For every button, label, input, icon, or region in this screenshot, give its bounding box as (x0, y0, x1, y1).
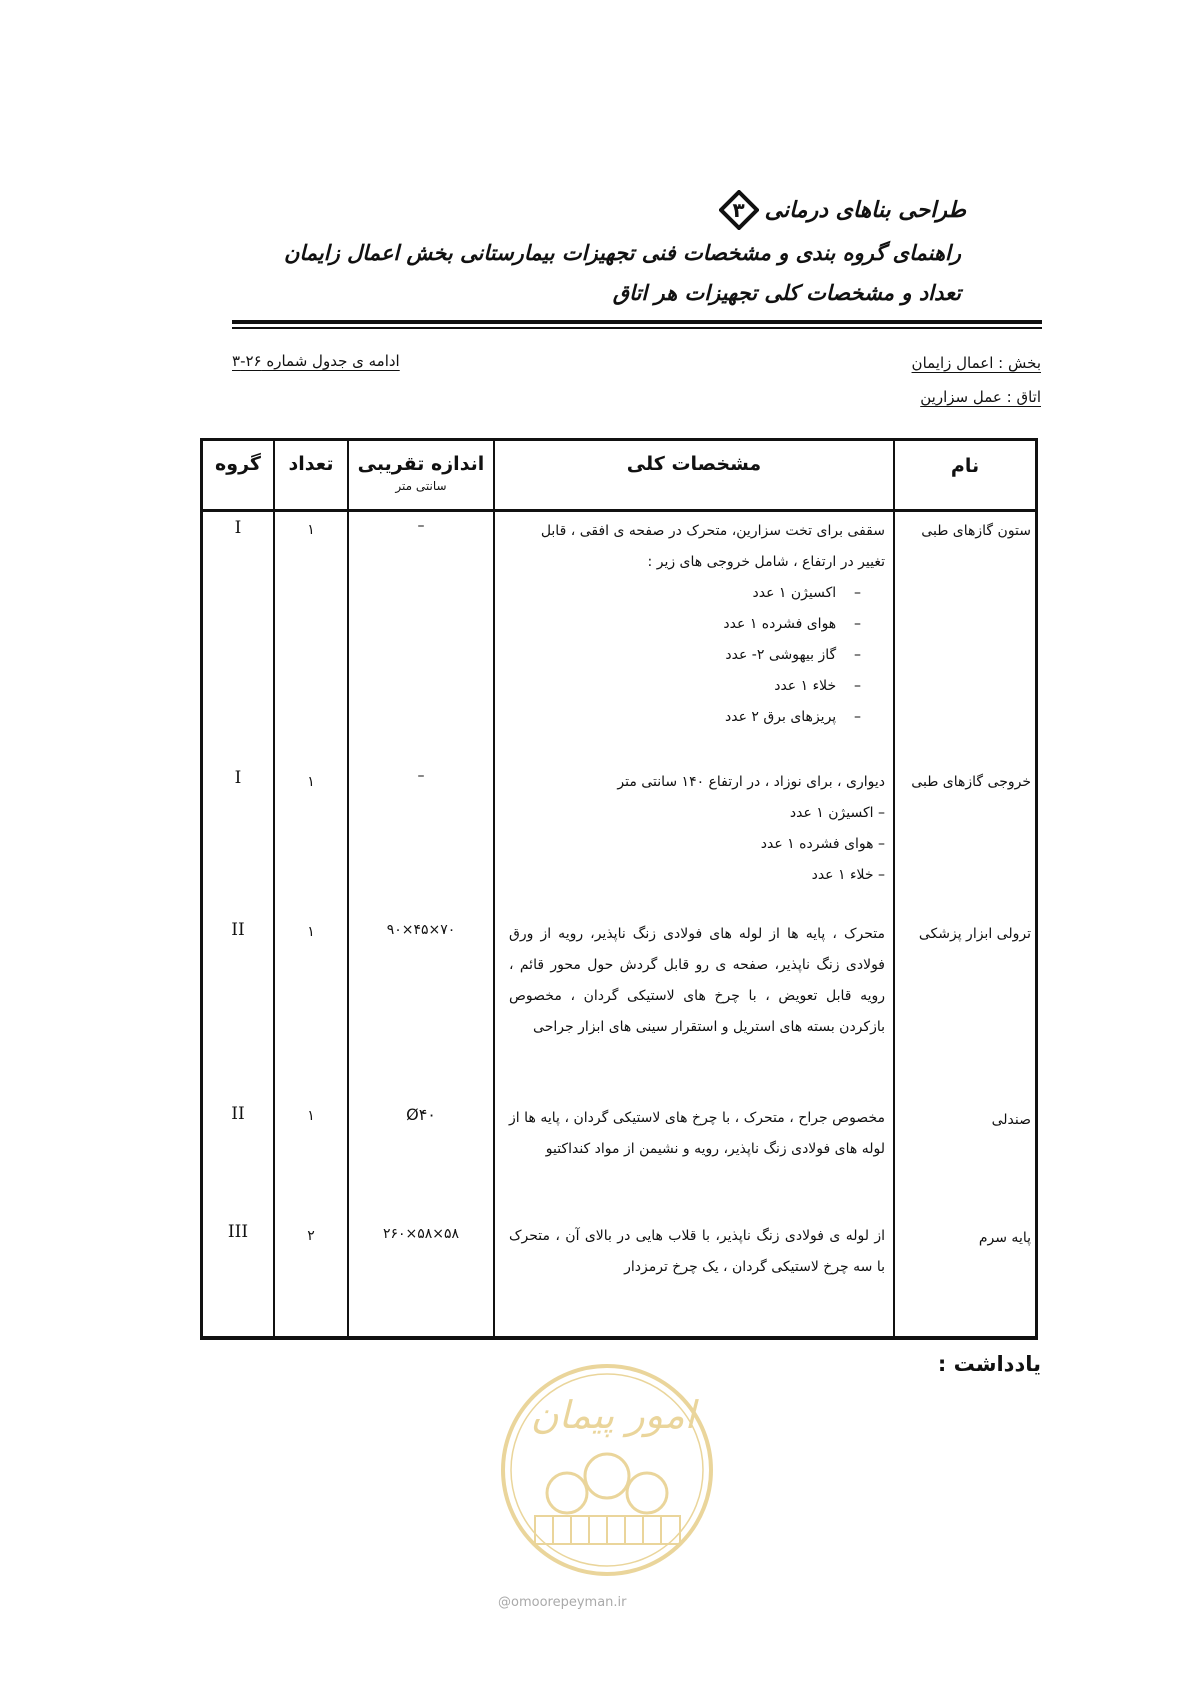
row2-size: – (417, 768, 425, 784)
row1-bullet: – پریزهای برق ۲ عدد (725, 709, 861, 725)
header-size (349, 441, 493, 521)
column-divider (273, 441, 275, 1336)
row1-group: I (234, 518, 242, 538)
row2-name: خروجی گازهای طبی (911, 774, 1031, 790)
row2-bullet: – هوای فشرده ۱ عدد (760, 836, 885, 852)
row3-name: ترولی ابزار پزشکی (918, 926, 1031, 942)
row2-bullet: – خلاء ۱ عدد (811, 867, 885, 883)
section-title: تعداد و مشخصات کلی تجهیزات هر اتاق (612, 281, 961, 305)
row1-specs (503, 516, 885, 733)
document-subtitle: راهنمای گروه بندی و مشخصات فنی تجهیزات بیمارستانی بخش اعمال زایمان (283, 241, 961, 265)
row3-group: II (231, 920, 245, 940)
header-rule-thin (232, 327, 1042, 329)
header-rule-thick (232, 320, 1042, 324)
row4-count: ۱ (307, 1108, 315, 1124)
row1-name: ستون گازهای طبی (921, 523, 1031, 539)
row3-count: ۱ (307, 924, 315, 940)
row4-size: Ø۴۰ (406, 1105, 436, 1124)
row1-bullet: – اکسیژن ۱ عدد (752, 585, 861, 601)
header-size-label: اندازه تقریبی (357, 453, 485, 475)
row1-bullet: – گاز بیهوشی ۲- عدد (725, 647, 861, 663)
header-size-unit: سانتی متر (395, 479, 447, 493)
watermark-seal-icon (495, 1358, 720, 1583)
row1-spec-line: سقفی برای تخت سزارین، متحرک در صفحه ی افقی ، قابل (540, 523, 885, 539)
row2-bullet: – اکسیژن ۱ عدد (789, 805, 885, 821)
row2-spec-line: دیواری ، برای نوزاد ، در ارتفاع ۱۴۰ سانتی متر (617, 774, 885, 790)
header-group: گروه (215, 453, 261, 475)
row3-specs: متحرک ، پایه ها از لوله های فولادی زنگ ناپذیر، رویه از ورق فولادی زنگ ناپذیر، صفحه ی رو قابل گردش حول محور قائم ، رویه قابل تعویض ، با چرخ های لاستیکی گردان ، مخصوص بازکردن بسته های استریل و استقرار سینی های ابزار جراحی (509, 926, 885, 1035)
table-continuation-label: ادامه ی جدول شماره ۲۶-۳ (232, 352, 400, 370)
column-divider (347, 441, 349, 1336)
row3-size: ۷۰×۴۵×۹۰ (386, 922, 456, 938)
row2-group: I (234, 768, 242, 788)
notes-label: یادداشت : (937, 1352, 1041, 1376)
row1-bullet: – خلاء ۱ عدد (774, 678, 861, 694)
column-divider (493, 441, 495, 1336)
column-divider (893, 441, 895, 1336)
chapter-badge (719, 190, 759, 230)
row5-group: III (227, 1222, 249, 1242)
row1-bullet: – هوای فشرده ۱ عدد (723, 616, 861, 632)
row5-count: ۲ (307, 1228, 315, 1244)
equipment-table (200, 438, 1038, 1340)
title-text: طراحی بناهای درمانی (764, 197, 966, 223)
room-label: اتاق : عمل سزارین (920, 388, 1041, 406)
row2-specs (503, 767, 885, 891)
row5-specs: از لوله ی فولادی زنگ ناپذیر، با قلاب هایی در بالای آن ، متحرک با سه چرخ لاستیکی گردان ، یک چرخ ترمزدار (509, 1228, 885, 1275)
row4-specs: مخصوص جراح ، متحرک ، با چرخ های لاستیکی گردان ، پایه ها از لوله های فولادی زنگ ناپذیر، رویه و نشیمن از مواد کنداکتیو (509, 1110, 885, 1157)
header-count: تعداد (288, 453, 334, 475)
document-title (719, 190, 966, 230)
chapter-number: ۳ (732, 198, 745, 222)
watermark-url: @omoorepeyman.ir (498, 1595, 627, 1610)
watermark-text: امور پیمان (530, 1393, 696, 1437)
row5-name: پایه سرم (978, 1230, 1031, 1246)
header-specs: مشخصات کلی (626, 453, 762, 475)
row2-count: ۱ (307, 774, 315, 790)
header-name: نام (950, 455, 980, 477)
row1-count: ۱ (307, 522, 315, 538)
row5-size: ۵۸×۵۸×۲۶۰ (382, 1226, 460, 1242)
row1-spec-line: تغییر در ارتفاع ، شامل خروجی های زیر : (647, 554, 885, 570)
row1-size: – (417, 518, 425, 534)
row4-group: II (231, 1104, 245, 1124)
department-label: بخش : اعمال زایمان (911, 354, 1041, 372)
row4-name: صندلی (991, 1112, 1031, 1128)
